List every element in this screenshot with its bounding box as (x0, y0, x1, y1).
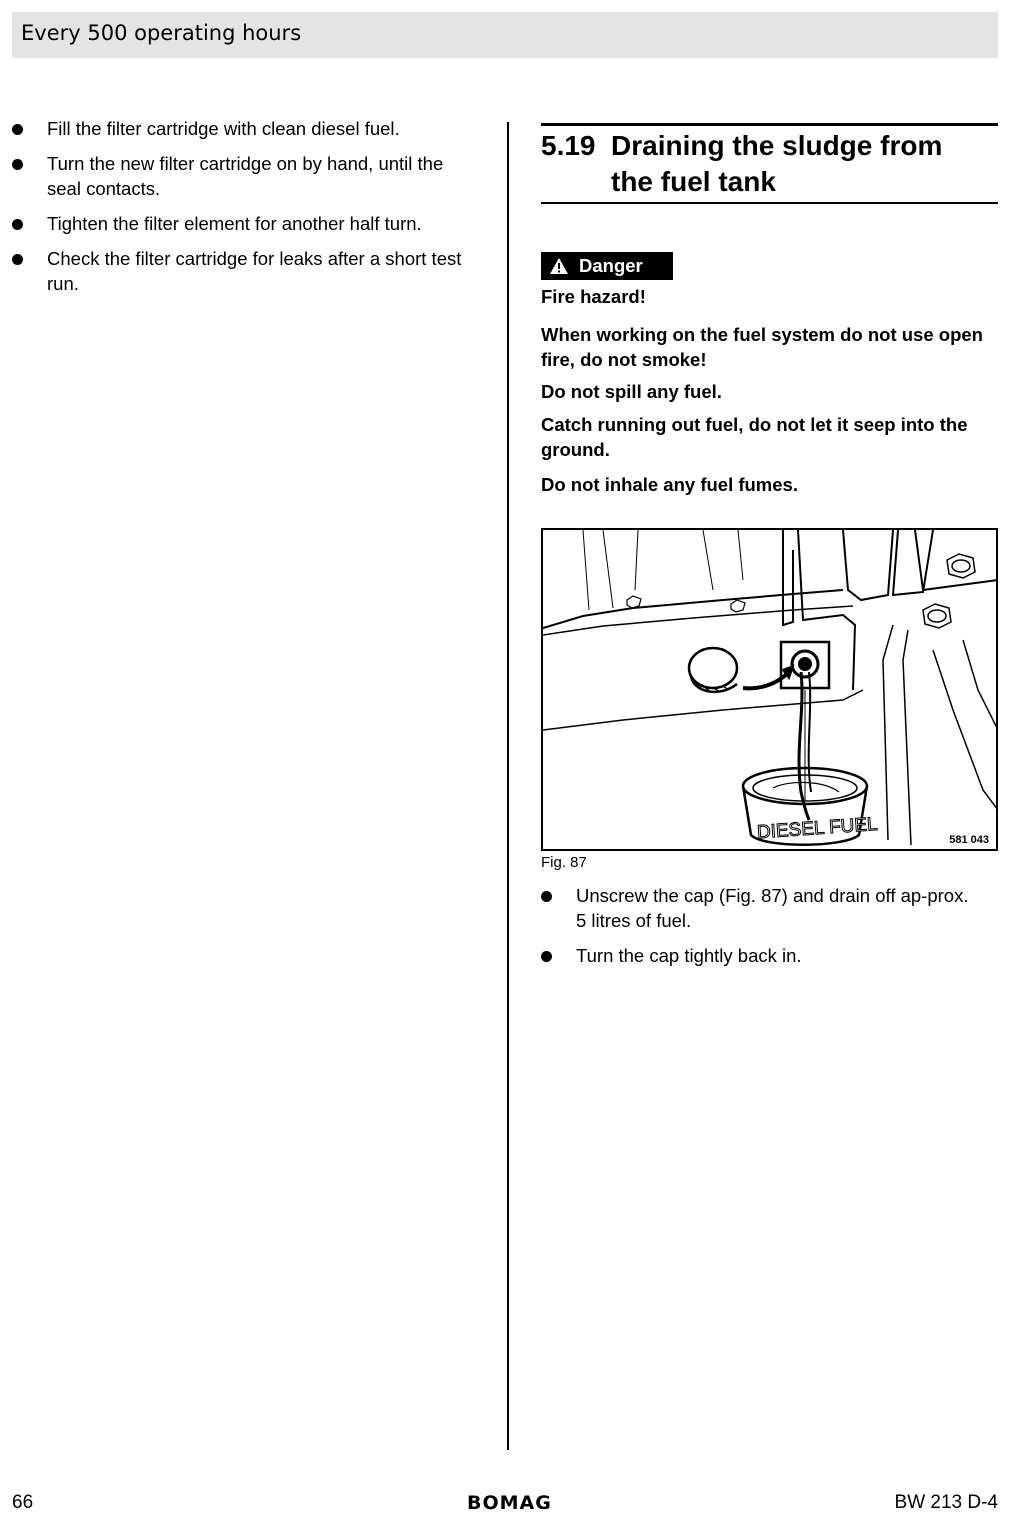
fuel-drain-illustration (543, 530, 998, 851)
column-divider (507, 122, 509, 1450)
section-title: Draining the sludge from the fuel tank (611, 130, 943, 197)
bullet-icon (12, 254, 23, 265)
warning-triangle-icon (549, 257, 569, 275)
left-bullet-list (12, 116, 472, 306)
danger-badge (541, 252, 673, 280)
figure-illustration (541, 528, 998, 851)
danger-line: When working on the fuel system do not use open fire, do not smoke! (541, 324, 983, 370)
figure-caption: Fig. 87 (541, 854, 587, 871)
danger-label: Danger (579, 255, 643, 276)
list-item: Check the filter cartridge for leaks after a short test run. (12, 246, 472, 296)
page-header-title: Every 500 operating hours (21, 21, 302, 45)
brand-logo: BOMAG (467, 1492, 552, 1514)
danger-line: Catch running out fuel, do not let it seep into the ground. (541, 414, 968, 460)
container-label: DIESEL FUEL (756, 813, 879, 844)
page-number: 66 (12, 1492, 34, 1513)
danger-line: Do not spill any fuel. (541, 381, 722, 402)
section-rule-top (541, 123, 998, 126)
list-item: Turn the new filter cartridge on by hand, until the seal contacts. (12, 151, 472, 201)
bullet-icon (541, 891, 552, 902)
section-number: 5.19 (541, 130, 596, 161)
list-item: Turn the cap tightly back in. (541, 943, 981, 968)
header-bar (12, 12, 998, 58)
bullet-icon (541, 951, 552, 962)
bullet-icon (12, 124, 23, 135)
danger-line: Fire hazard! (541, 286, 646, 307)
bullet-icon (12, 159, 23, 170)
right-bullet-list (541, 883, 981, 978)
list-item: Unscrew the cap (Fig. 87) and drain off ap-prox. 5 litres of fuel. (541, 883, 981, 933)
list-item: Tighten the filter element for another half turn. (12, 211, 472, 236)
figure-number: 581 043 (949, 834, 989, 846)
section-rule-bottom (541, 202, 998, 204)
bullet-icon (12, 219, 23, 230)
list-item: Fill the filter cartridge with clean diesel fuel. (12, 116, 472, 141)
danger-line: Do not inhale any fuel fumes. (541, 474, 798, 495)
model-name: BW 213 D-4 (894, 1492, 998, 1513)
